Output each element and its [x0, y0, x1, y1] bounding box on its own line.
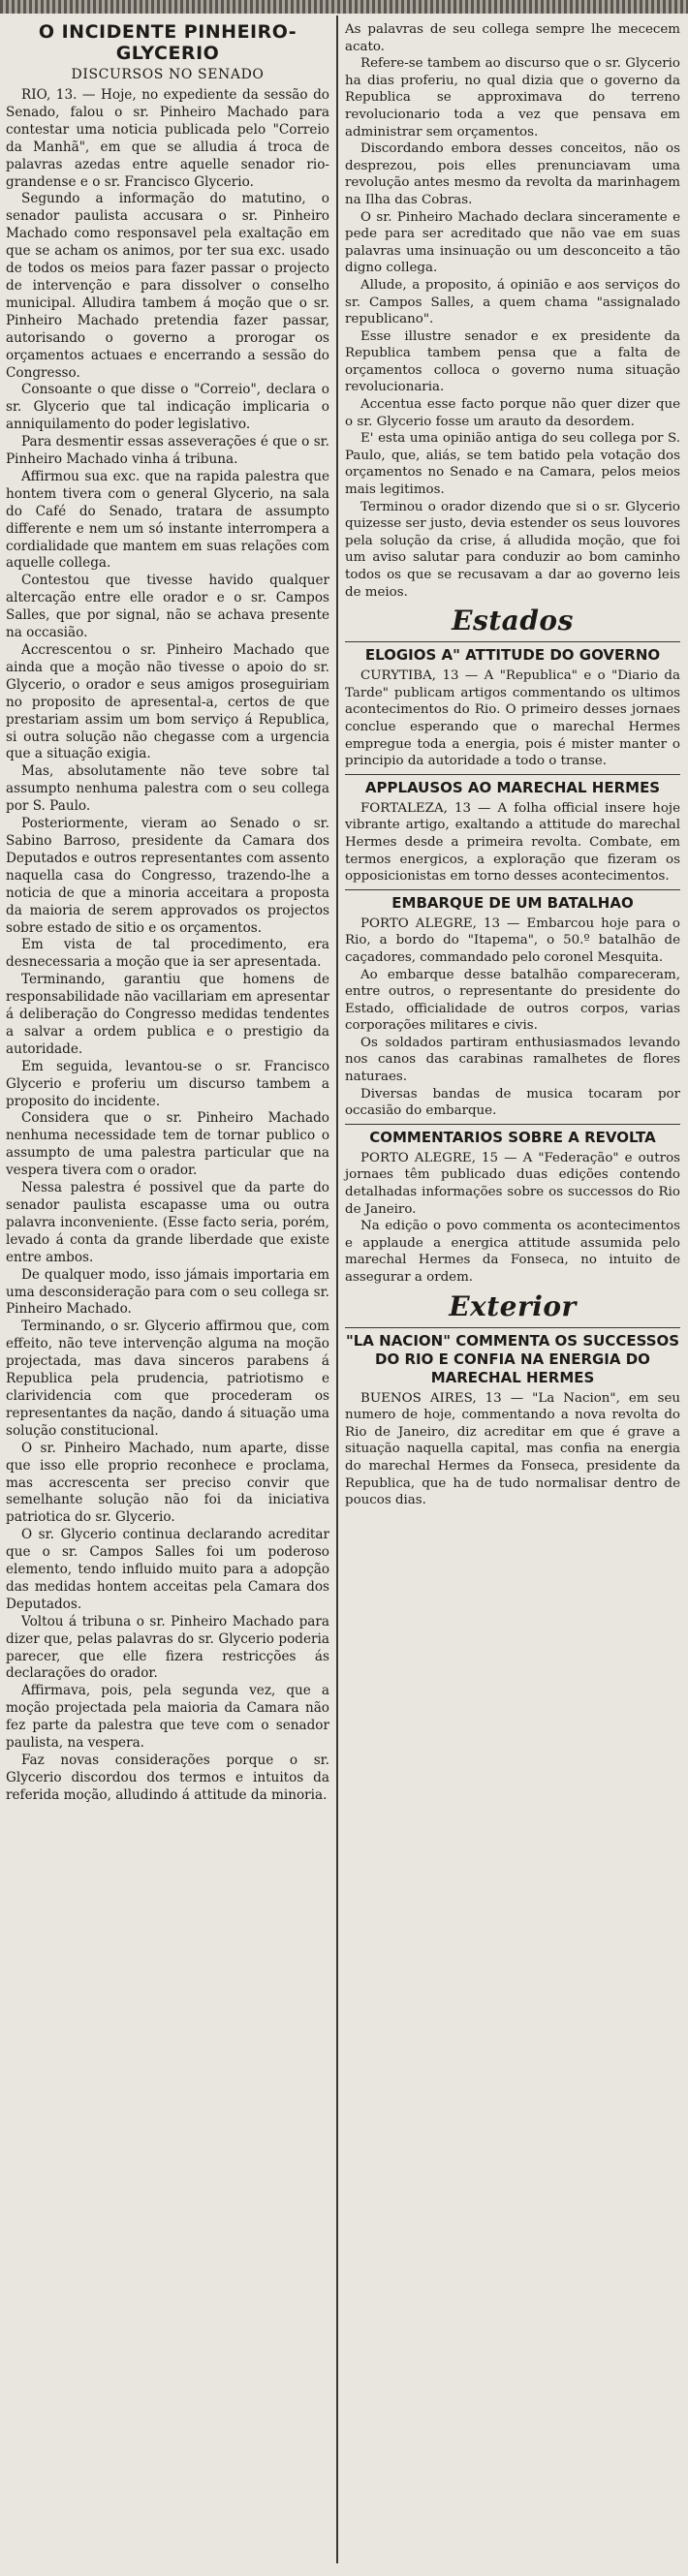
- article-text: PORTO ALEGRE, 15 — A "Federação" e outros jornaes têm publicado duas edições contendo detalhadas informações sobre os successos do Rio de Janeiro.: [345, 1150, 680, 1217]
- paragraph: Terminando, o sr. Glycerio affirmou que, com effeito, não teve intervenção alguma na moção projectada, mas dava sinceros parabens á Republica pela prudencia, patriotismo e clarividencia com que procederam os representantes da nação, dando á situação uma solução constitucional.: [6, 1319, 329, 1439]
- divider: [345, 641, 680, 642]
- paragraph: Consoante o que disse o "Correio", declara o sr. Glycerio que tal indicação implicaria o anniquilamento do poder legislativo.: [6, 382, 329, 433]
- paragraph: Affirmava, pois, pela segunda vez, que a moção projectada pela maioria da Camara não fez parte da palestra que teve com o senador paulista, na vespera.: [6, 1683, 329, 1752]
- article-text: Os soldados partiram enthusiasmados levando nos canos das carabinas ramalhetes de flores naturaes.: [345, 1035, 680, 1085]
- section-heading-estados: Estados: [452, 605, 574, 637]
- divider: [345, 1327, 680, 1328]
- article-text: Diversas bandas de musica tocaram por occasião do embarque.: [345, 1086, 680, 1119]
- paragraph: Discordando embora desses conceitos, não os desprezou, pois elles prenunciavam uma revolução antes mesmo da revolta da marinhagem na Ilha das Cobras.: [345, 141, 680, 207]
- paragraph: Para desmentir essas asseverações é que o sr. Pinheiro Machado vinha á tribuna.: [6, 434, 329, 468]
- paragraph: Refere-se tambem ao discurso que o sr. Glycerio ha dias proferiu, no qual dizia que o governo da Republica se approximava do terreno revolucionario toda a vez que pensava em administrar sem orçamentos.: [345, 56, 680, 140]
- paragraph: RIO, 13. — Hoje, no expediente da sessão do Senado, falou o sr. Pinheiro Machado para contestar uma noticia publicada pelo "Correio da Manhã", em que se alludia á troca de palavras azedas entre aquelle senador rio-grandense e o sr. Francisco Glycerio.: [6, 87, 329, 190]
- subheadline-senado: DISCURSOS NO SENADO: [71, 67, 265, 82]
- paragraph: O sr. Pinheiro Machado declara sinceramente e pede para ser acreditado que não vae em suas palavras uma insinuação ou um desconceito a tão digno collega.: [345, 209, 680, 276]
- paragraph: Accrescentou o sr. Pinheiro Machado que ainda que a moção não tivesse o apoio do sr. Glycerio, o orador e seus amigos proseguiriam no proposito de apresental-a, certos de que prestariam assim um bom serviço á Republica, si outra solução não chegasse com a urgencia que a situação exigia.: [6, 642, 329, 762]
- paragraph: Terminando, garantiu que homens de responsabilidade não vacillariam em apresentar á deliberação do Congresso medidas tendentes a salvar a ordem publica e o prestigio da autoridade.: [6, 972, 329, 1057]
- left-column: [6, 21, 329, 1805]
- paragraph: Considera que o sr. Pinheiro Machado nenhuma necessidade tem de tornar publico o assumpto de uma palestra particular que na vespera tivera com o orador.: [6, 1110, 329, 1179]
- paragraph: Affirmou sua exc. que na rapida palestra que hontem tivera com o general Glycerio, na sala do Café do Senado, tratara de assumpto differente e nem um só instante interrompera a cordialidade que mantem em suas relações com aquelle collega.: [6, 468, 329, 572]
- paragraph: Allude, a proposito, á opinião e aos serviços do sr. Campos Salles, a quem chama "assignalado republicano".: [345, 277, 680, 327]
- paragraph: Posteriormente, vieram ao Senado o sr. Sabino Barroso, presidente da Camara dos Deputados e outros representantes com assento naquella casa do Congresso, trazendo-lhe a noticia de que a minoria acceitara a proposta da maioria de serem approvados os projectos sobre estado de sitio e os orçamentos.: [6, 816, 329, 936]
- top-border-strip: [0, 0, 688, 14]
- paragraph: Nessa palestra é possivel que da parte do senador paulista escapasse uma ou outra palavra inconveniente. (Esse facto seria, porém, levado á conta da grande liberdade que existe entre ambos.: [6, 1180, 329, 1265]
- article-title-elogios: ELOGIOS A" ATTITUDE DO GOVERNO: [364, 646, 661, 665]
- paragraph: Faz novas considerações porque o sr. Glycerio discordou dos termos e intuitos da referida moção, alludindo á attitude da minoria.: [6, 1753, 329, 1803]
- divider: [345, 889, 680, 890]
- paragraph: Em vista de tal procedimento, era desnecessaria a moção que ia ser apresentada.: [6, 937, 329, 971]
- section-heading-exterior: Exterior: [449, 1289, 577, 1322]
- article-text: PORTO ALEGRE, 13 — Embarcou hoje para o Rio, a bordo do "Itapema", o 50.º batalhão de caçadores, commandado pelo coronel Mesquita.: [345, 916, 680, 965]
- headline-incidente: O INCIDENTE PINHEIRO-GLYCERIO: [38, 21, 297, 64]
- paragraph: Contestou que tivesse havido qualquer altercação entre elle orador e o sr. Campos Salles, que por signal, não se achava presente na occasião.: [6, 573, 329, 641]
- paragraph: Mas, absolutamente não teve sobre tal assumpto nenhuma palestra com o seu collega por S. Paulo.: [6, 763, 329, 815]
- article-title-embarque: EMBARQUE DE UM BATALHAO: [391, 893, 634, 912]
- article-text: Na edição o povo commenta os acontecimentos e applaude a energica attitude assumida pelo marechal Hermes da Fonseca, no intuito de assegurar a ordem.: [345, 1219, 680, 1285]
- article-text: Ao embarque desse batalhão compareceram, entre outros, o representante do presidente do Estado, officialidade de outros corpos, varias corporações militares e civis.: [345, 967, 680, 1034]
- paragraph: Accentua esse facto porque não quer dizer que o sr. Glycerio fosse um arauto da desordem.: [345, 397, 680, 429]
- article-text: FORTALEZA, 13 — A folha official insere hoje vibrante artigo, exaltando a attitude do marechal Hermes desde a primeira revolta. Combate, em termos energicos, a exploração que fizeram os opposicionistas em torno desses acontecimentos.: [345, 800, 680, 885]
- article-text: CURYTIBA, 13 — A "Republica" e o "Diario da Tarde" publicam artigos commentando os ultimos acontecimentos do Rio. O primeiro desses jornaes conclue esperando que o marechal Hermes empregue toda a energia, pois é mister manter o principio da autoridade a todo o transe.: [345, 668, 680, 769]
- paragraph: Segundo a informação do matutino, o senador paulista accusara o sr. Pinheiro Machado como responsavel pela exaltação em que se acham os animos, por ter sua exc. usado de todos os meios para fazer passar o projecto de intervenção e para dissolver o conselho municipal. Alludira tambem á moção que o sr. Pinheiro Machado pretendia fazer passar, autorisando o governo a prorogar os orçamentos actuaes e encerrando a sessão do Congresso.: [6, 191, 329, 381]
- paragraph: As palavras de seu collega sempre lhe mececem acato.: [345, 22, 680, 54]
- article-title-la-nacion: "LA NACION" COMMENTA OS SUCCESSOS DO RIO E CONFIA NA ENERGIA DO MARECHAL HERMES: [345, 1331, 680, 1386]
- paragraph: Esse illustre senador e ex presidente da Republica tambem pensa que a falta de orçamentos colloca o governo numa situação revolucionaria.: [345, 328, 680, 395]
- paragraph: O sr. Glycerio continua declarando acreditar que o sr. Campos Salles foi um poderoso elemento, tendo influido muito para a adopção das medidas hontem acceitas pela Camara dos Deputados.: [6, 1527, 329, 1612]
- article-title-applausos: APPLAUSOS AO MARECHAL HERMES: [364, 778, 661, 796]
- paragraph: O sr. Pinheiro Machado, num aparte, disse que isso elle proprio reconhece e proclama, mas accrescenta ser preciso convir que semelhante solução não foi da iniciativa patriotica do sr. Glycerio.: [6, 1440, 329, 1526]
- divider: [345, 1124, 680, 1125]
- column-divider: [336, 16, 338, 2563]
- paragraph: De qualquer modo, isso jámais importaria em uma desconsideração para com o seu collega sr. Pinheiro Machado.: [6, 1266, 329, 1318]
- paragraph: Voltou á tribuna o sr. Pinheiro Machado para dizer que, pelas palavras do sr. Glycerio poderia parecer, que elle fizera restricções ás declarações do orador.: [6, 1613, 329, 1682]
- right-column: [345, 21, 680, 1509]
- paragraph: E' esta uma opinião antiga do seu collega por S. Paulo, que, aliás, se tem batido pela votação dos orçamentos no Senado e na Camara, pelos meios mais legitimos.: [345, 431, 680, 498]
- divider: [345, 774, 680, 775]
- article-text: BUENOS AIRES, 13 — "La Nacion", em seu numero de hoje, commentando a nova revolta do Rio de Janeiro, diz acreditar em que é grave a situação naquella capital, mas confia na energia do marechal Hermes da Fonseca, presidente da Republica, que ha de tudo normalisar dentro de poucos dias.: [345, 1390, 680, 1508]
- article-title-commentarios: COMMENTARIOS SOBRE A REVOLTA: [369, 1128, 656, 1146]
- paragraph: Em seguida, levantou-se o sr. Francisco Glycerio e proferiu um discurso tambem a proposito do incidente.: [6, 1058, 329, 1109]
- paragraph: Terminou o orador dizendo que si o sr. Glycerio quizesse ser justo, devia estender os seus louvores pela solução da crise, á alludida moção, que foi um aviso salutar para conduzir ao bom caminho todos os que se recusavam a dar ao governo leis de meios.: [345, 499, 680, 600]
